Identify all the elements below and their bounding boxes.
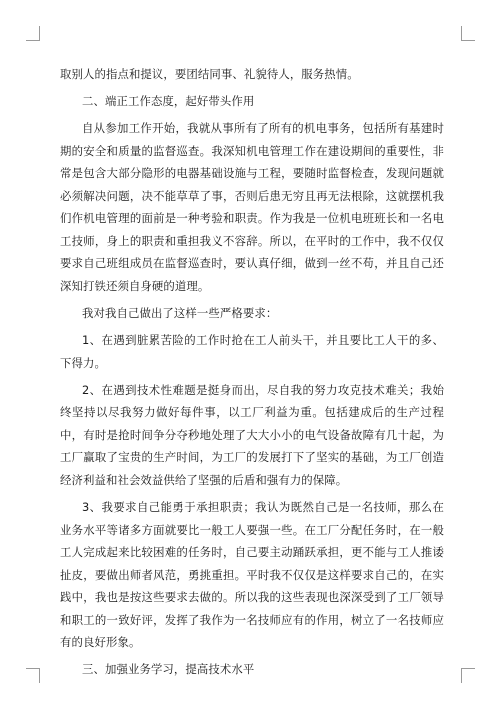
list-item: 3、我要求自己能勇于承担职责；我认为既然自己是一名技师，那么在业务水平等诸多方面就要比一般工人要强一些。在工厂分配任务时，在一般工人完成起来比较困难的任务时，自己要主动踊跃承担，更不能与工人推诿扯皮，要做出师者风范，勇挑重担。平时我不仅仅是这样要求自己的，在实践中，我也是按这些要求去做的。所以我的这些表现也深深受到了工厂领导和职工的一致好评，发挥了我作为一名技师应有的作用，树立了一名技师应有的良好形象。 (60, 500, 444, 650)
paragraph: 自从参加工作开始，我就从事所有了所有的机电事务，包括所有基建时期的安全和质量的监督巡查。我深知机电管理工作在建设期间的重要性，非常是包含大部分隐形的电器基础设施与工程，要随时监督检查，发现问题就必须解决问题，决不能草草了事，否则后患无穷且再无法根除，这就摆机我们作机电管理的面前是一种考验和职责。作为我是一位机电班班长和一名电工技师，身上的职责和重担我义不容辞。所以，在平时的工作中，我不仅仅要求自己班组成员在监督巡查时，要认真仔细，做到一丝不苟，并且自己还深知打铁还须自身硬的道理。 (60, 121, 444, 293)
paragraph-continued: 取别人的指点和提议，要团结同事、礼貌待人，服务热情。 (60, 67, 359, 81)
crop-mark-top-right (461, 26, 475, 41)
paragraph: 我对我自己做出了这样一些严格要求： (82, 306, 278, 321)
crop-mark-top-left (26, 26, 40, 41)
section-heading-3: 三、加强业务学习，提高技术水平 (82, 662, 255, 677)
list-item: 2、在遇到技术性难题是挺身而出，尽自我的努力攻克技术难关；我始终坚持以尽我努力做好每件事，以工厂利益为重。包括建成后的生产过程中，有时是抢时间争分夺秒地处理了大大小小的电气设备故障有几十起，为工厂赢取了宝贵的生产时间，为工厂的发展打下了坚实的基础，为工厂创造经济利益和社会效益供给了坚强的后盾和强有力的保障。 (60, 382, 444, 487)
list-item: 1、在遇到脏累苦险的工作时抢在工人前头干，并且要比工人干的多、下得力。 (60, 333, 444, 370)
crop-mark-bottom-left (26, 668, 40, 683)
crop-mark-bottom-right (461, 668, 475, 683)
section-heading-2: 二、端正工作态度，起好带头作用 (82, 94, 255, 109)
document-body (60, 63, 444, 681)
